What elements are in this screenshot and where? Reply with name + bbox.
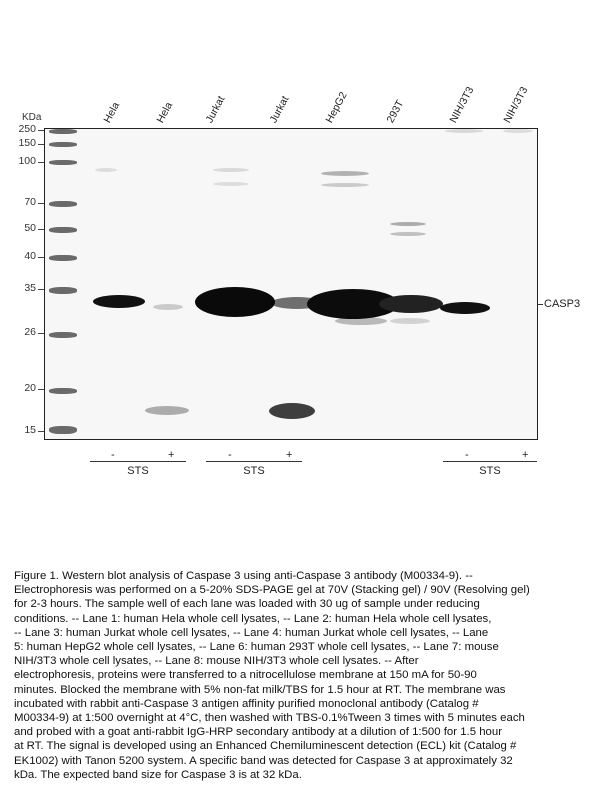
casp3-band-lane-1 [93,295,145,308]
caption-line: kDa. The expected band size for Caspase 3 is at 32 kDa. [14,768,302,781]
group-line [206,461,302,462]
faint-band [445,129,483,133]
faint-band [321,171,369,176]
treatment-sign: + [168,449,175,461]
ladder-band [49,388,77,394]
lane-label-1: Hela [101,100,123,125]
casp3-band-lane-7 [440,302,490,314]
marker-40: 40 [24,250,36,262]
caption-line: and probed with a goat anti-rabbit IgG-HRP secondary antibody at a dilution of 1:500 for 1.5 hour [14,726,502,739]
treatment-sign: + [522,449,529,461]
marker-70: 70 [24,196,36,208]
treatment-sign: + [286,449,293,461]
treatment-sign: - [465,449,469,461]
casp3-band-lane-3 [195,287,275,317]
ladder-band [49,255,77,261]
ladder-band [49,201,77,207]
target-indicator [538,304,543,305]
marker-15: 15 [24,424,36,436]
lane-label-2: Hela [154,100,176,125]
caption-line: conditions. -- Lane 1: human Hela whole cell lysates, -- Lane 2: human Hela whole cell lysates, [14,612,492,625]
marker-250: 250 [18,123,36,135]
sub-band [390,318,430,324]
ladder-band [49,227,77,233]
western-blot-image [44,128,538,440]
sub-band [335,317,387,325]
cleaved-band-lane-2 [145,406,189,415]
group-label: STS [127,465,149,477]
marker-50: 50 [24,222,36,234]
marker-20: 20 [24,382,36,394]
ladder-band [49,426,77,434]
ladder-band [49,332,77,338]
group-line [443,461,537,462]
casp3-band-lane-6 [379,295,443,313]
caption-line: -- Lane 3: human Jurkat whole cell lysates, -- Lane 4: human Jurkat whole cell lysates, -- Lane [14,626,489,639]
lane-label-4: Jurkat [267,94,292,125]
kda-label: KDa [22,112,42,123]
caption-line: M00334-9) at 1:500 overnight at 4°C, then washed with TBS-0.1%Tween 3 times with 5 minutes each [14,712,525,725]
ladder-band [49,142,77,147]
group-label: STS [243,465,265,477]
lane-label-7: NIH/3T3 [447,84,477,125]
caption-line: Electrophoresis was performed on a 5-20% SDS-PAGE gel at 70V (Stacking gel) / 90V (Resolving gel) [14,584,530,597]
caption-line: electrophoresis, proteins were transferred to a nitrocellulose membrane at 150 mA for 50-90 [14,669,477,682]
ladder-band [49,287,77,294]
faint-band [390,222,426,226]
caption-line: Figure 1. Western blot analysis of Caspase 3 using anti-Caspase 3 antibody (M00334-9). -- [14,570,473,582]
figure-caption [14,569,589,782]
marker-150: 150 [18,137,36,149]
caption-line: NIH/3T3 whole cell lysates, -- Lane 8: mouse NIH/3T3 whole cell lysates. -- After [14,655,419,668]
treatment-sign: - [111,449,115,461]
group-line [90,461,186,462]
faint-band [390,232,426,236]
marker-100: 100 [18,155,36,167]
caption-line: EK1002) with Tanon 5200 system. A specific band was detected for Caspase 3 at approximately 32 [14,754,513,767]
group-label: STS [479,465,501,477]
faint-band [95,168,117,172]
ladder-band [49,160,77,165]
treatment-sign: - [228,449,232,461]
caption-line: minutes. Blocked the membrane with 5% non-fat milk/TBS for 1.5 hour at RT. The membrane was [14,683,506,696]
lane-label-8: NIH/3T3 [501,84,531,125]
cleaved-band-lane-4 [269,403,315,419]
ladder-band [49,129,77,134]
lane-label-5: HepG2 [323,89,350,125]
faint-band [503,129,533,133]
faint-band [213,182,249,186]
casp3-band-lane-2 [153,304,183,310]
caption-line: incubated with rabbit anti-Caspase 3 antigen affinity purified monoclonal antibody (Catalog # [14,697,479,710]
lane-label-3: Jurkat [203,94,228,125]
target-label: CASP3 [544,298,581,310]
marker-35: 35 [24,282,36,294]
lane-label-6: 293T [384,98,407,125]
caption-line: for 2-3 hours. The sample well of each lane was loaded with 30 ug of sample under reducing [14,598,480,611]
faint-band [321,183,369,187]
caption-line: 5: human HepG2 whole cell lysates, -- Lane 6: human 293T whole cell lysates, -- Lane 7: mouse [14,641,499,654]
caption-line: at RT. The signal is developed using an Enhanced Chemiluminescent detection (ECL) kit (Catalog # [14,740,517,753]
faint-band [213,168,249,172]
marker-26: 26 [24,326,36,338]
